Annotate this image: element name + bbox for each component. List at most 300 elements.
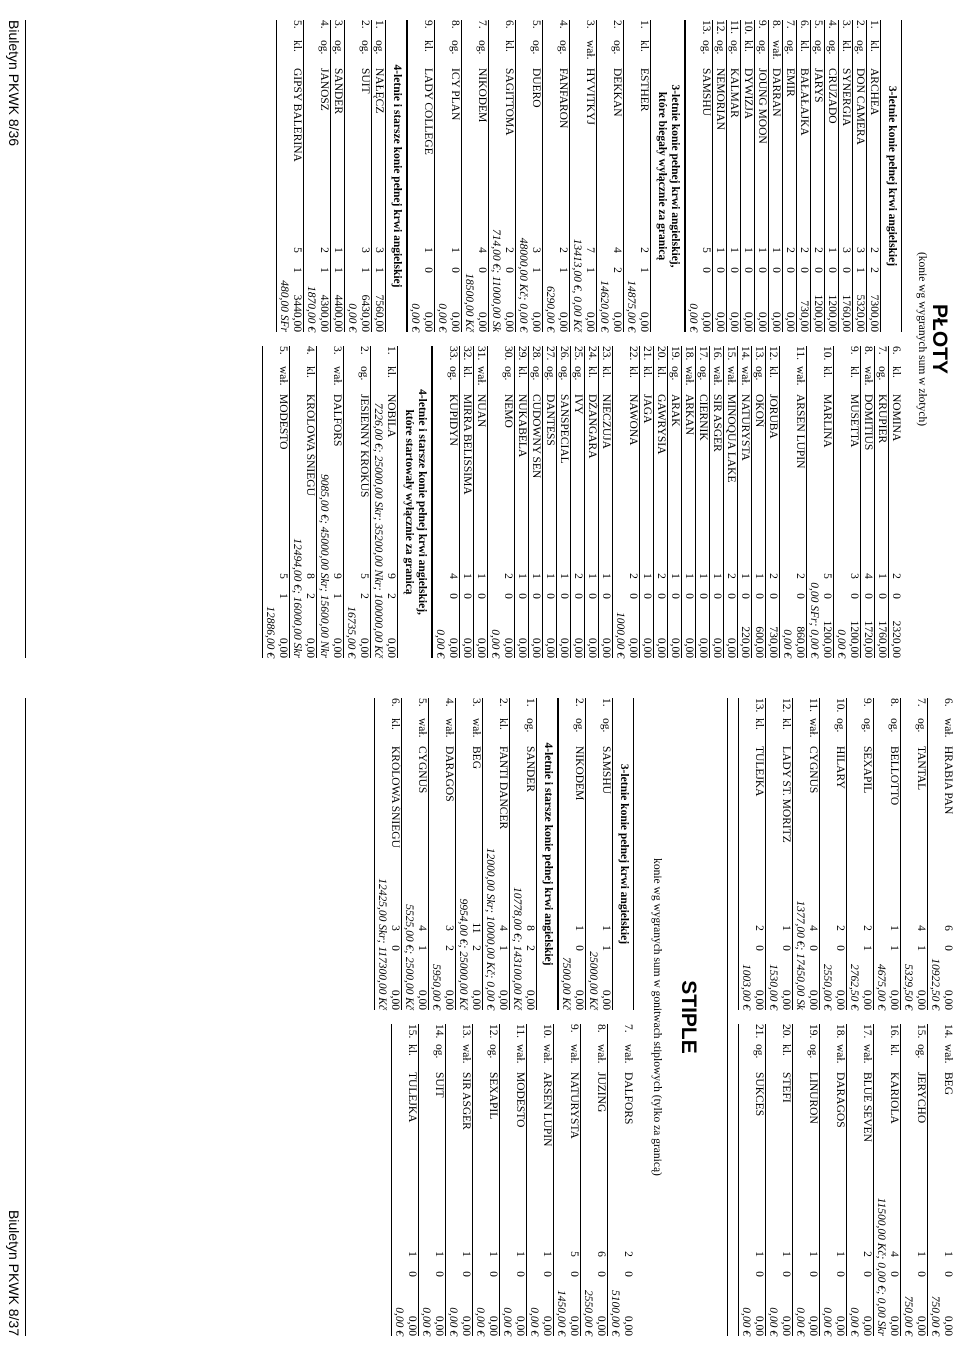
starts-count: 1	[915, 1251, 927, 1257]
horse-name: SUIT	[433, 1072, 445, 1098]
prize-amount: 0,00	[700, 311, 712, 332]
horse-sex: wał.	[739, 366, 751, 386]
foreign-winnings: 0,00 €	[833, 346, 847, 658]
horse-sex: wał.	[277, 366, 289, 386]
foreign-winnings: 1003,00 €	[738, 698, 752, 1010]
table-row	[860, 346, 874, 658]
row-number: 1.	[524, 698, 536, 707]
table-row	[459, 346, 473, 658]
row-number: 6.	[503, 20, 515, 29]
wins-count: 1	[373, 267, 385, 273]
foreign-winnings: 10922,50 €	[927, 698, 941, 1010]
table-row	[599, 698, 612, 1010]
table-row	[556, 346, 570, 658]
horse-sex: kl.	[600, 366, 612, 378]
starts-count: 2	[861, 925, 873, 931]
prize-amount: 0,00	[389, 989, 401, 1010]
horse-name: SAMSHU	[600, 746, 612, 794]
prize-amount: 0,00	[558, 637, 570, 658]
starts-count: 8	[524, 925, 536, 931]
horse-name: SAGITTOMA	[503, 68, 515, 136]
foreign-winnings: 7500,00 Kč	[558, 698, 572, 1010]
wins-count: 0	[422, 267, 434, 273]
row-number: 14.	[433, 1024, 445, 1039]
horse-sex: og.	[557, 40, 569, 55]
starts-count: 1	[756, 247, 768, 253]
table-row	[941, 1024, 954, 1336]
table-row	[833, 1024, 846, 1336]
page-footer: Biuletyn PKWK 8/37	[6, 698, 26, 1336]
horse-name: DUERO	[530, 68, 542, 108]
starts-count: 4	[447, 573, 459, 579]
horse-name: TULEJKA	[406, 1072, 418, 1123]
section-divider	[557, 698, 558, 1010]
prize-amount: 1200,00	[812, 294, 824, 332]
wins-count: 1	[332, 267, 344, 273]
wins-count: 0	[876, 593, 888, 599]
horse-name: BELLOTTO	[888, 746, 900, 806]
horse-name: ARAK	[669, 394, 681, 427]
foreign-winnings: 4675,00 €	[873, 698, 887, 1010]
prize-amount: 0,00	[942, 1315, 954, 1336]
prize-amount: 0,00	[714, 311, 726, 332]
table-row	[446, 346, 459, 658]
wins-count: 0	[655, 593, 667, 599]
wins-count: 0	[756, 267, 768, 273]
horse-sex: og.	[332, 40, 344, 55]
foreign-winnings: 0,00 €	[407, 20, 421, 332]
wins-count: 0	[544, 593, 556, 599]
section-divider	[650, 20, 651, 332]
table-row	[276, 346, 289, 658]
table-row	[941, 698, 954, 1010]
starts-count: 2	[502, 573, 514, 579]
foreign-winnings: 13413,00 €, 0,00 Kč	[569, 20, 583, 332]
wins-count: 0	[821, 593, 833, 599]
starts-count: 3	[443, 925, 455, 931]
horse-sex: kl.	[767, 366, 779, 378]
foreign-winnings: 12886,00 €	[262, 346, 276, 658]
wins-count: 0	[503, 267, 515, 273]
row-number: 14.	[739, 346, 751, 361]
horse-sex: og.	[573, 718, 585, 733]
horse-name: STEFI	[780, 1072, 792, 1103]
starts-count: 5	[291, 247, 303, 253]
foreign-winnings: 5950,00 €	[428, 698, 442, 1010]
horse-sex: og.	[753, 366, 765, 381]
horse-sex: og.	[611, 40, 623, 55]
horse-name: DANTESS	[544, 394, 556, 446]
horse-name: LADY COLLEGE	[422, 68, 434, 155]
page-stiple	[0, 678, 960, 1356]
wins-count: 0	[541, 1271, 553, 1277]
page-title: PŁOTY	[928, 303, 951, 374]
horse-sex: kl.	[586, 366, 598, 378]
row-number: 4.	[304, 346, 316, 355]
wins-count: 0	[812, 267, 824, 273]
row-number: 13.	[460, 1024, 472, 1039]
wins-count: 1	[318, 267, 330, 273]
prize-amount: 0,00	[784, 311, 796, 332]
horse-name: NAŁĘCZ	[373, 68, 385, 114]
wins-count: 0	[728, 267, 740, 273]
foreign-winnings: 0,00 €	[418, 1024, 432, 1336]
row-number: 3.	[840, 20, 852, 29]
row-number: 10.	[821, 346, 833, 361]
row-number: 15.	[725, 346, 737, 361]
prize-amount: 0,00	[888, 1315, 900, 1336]
row-number: 6.	[942, 698, 954, 707]
horse-sex: wał.	[683, 366, 695, 386]
starts-count: 1	[753, 573, 765, 579]
prize-amount: 0,00	[697, 637, 709, 658]
prize-amount: 0,00	[915, 989, 927, 1010]
horse-sex: wał.	[942, 718, 954, 738]
wins-count: 0	[586, 593, 598, 599]
starts-count: 2	[655, 573, 667, 579]
wins-count: 0	[641, 593, 653, 599]
horse-name: BEG	[942, 1072, 954, 1095]
horse-name: NAWONA	[627, 394, 639, 446]
horse-name: JUZING	[595, 1072, 607, 1113]
section-title: 3-letnie konie pełnej krwi angielskiej	[618, 763, 630, 945]
horse-name: DEKKAN	[611, 68, 623, 117]
table-row	[384, 346, 397, 658]
foreign-winnings: 12425,00 Skr; 117300,00 Kč	[374, 698, 388, 1010]
row-number: 29.	[516, 346, 528, 361]
prize-amount: 0,00	[503, 311, 515, 332]
prize-amount: 0,00	[807, 989, 819, 1010]
starts-count: 1	[780, 1251, 792, 1257]
horse-sex: og.	[728, 40, 740, 55]
horse-sex: kl.	[742, 40, 754, 52]
horse-name: ARCHEA	[868, 68, 880, 116]
table-row	[887, 1024, 900, 1336]
table-row	[421, 20, 434, 332]
wins-count: 1	[584, 267, 596, 273]
table-row	[779, 1024, 792, 1336]
row-number: 23.	[600, 346, 612, 361]
wins-count: 1	[291, 267, 303, 273]
starts-count: 5	[700, 247, 712, 253]
prize-amount: 7560,00	[373, 294, 385, 332]
row-number: 1.	[600, 698, 612, 707]
prize-amount: 4400,00	[332, 294, 344, 332]
horse-sex: kl.	[638, 40, 650, 52]
row-number: 2.	[497, 698, 509, 707]
prize-amount: 0,00	[475, 637, 487, 658]
wins-count: 0	[840, 267, 852, 273]
prize-amount: 0,00	[756, 311, 768, 332]
wins-count: 0	[739, 593, 751, 599]
foreign-winnings: 14875,00 €	[623, 20, 637, 332]
horse-name: FANTI DANCER	[497, 746, 509, 830]
prize-amount: 0,00	[834, 1315, 846, 1336]
page-subtitle: (konie wg wygranych sum w złotych)	[916, 251, 928, 427]
starts-count: 1	[834, 1251, 846, 1257]
prize-amount: 1760,00	[876, 620, 888, 658]
table-row	[598, 346, 612, 658]
starts-count: 1	[876, 573, 888, 579]
starts-count: 2	[572, 573, 584, 579]
table-row	[695, 346, 709, 658]
horse-sex: wał.	[568, 1044, 580, 1064]
starts-count: 1	[541, 1251, 553, 1257]
starts-count: 3	[359, 247, 371, 253]
wins-count: 1	[638, 267, 650, 273]
prize-amount: 2320,00	[890, 620, 902, 658]
prize-amount: 0,00	[807, 1315, 819, 1336]
prize-amount: 1760,00	[840, 294, 852, 332]
table-row	[752, 698, 765, 1010]
starts-count: 1	[422, 247, 434, 253]
table-row	[751, 346, 765, 658]
wins-count: 2	[868, 267, 880, 273]
starts-count: 2	[868, 247, 880, 253]
row-number: 11.	[514, 1024, 526, 1038]
table-row	[637, 20, 650, 332]
foreign-winnings: 25000,00 Kč	[585, 698, 599, 1010]
horse-name: NATURYSTA	[739, 394, 751, 461]
prize-amount: 0,00	[449, 311, 461, 332]
prize-amount: 0,00	[780, 989, 792, 1010]
horse-sex: og.	[359, 40, 371, 55]
horse-sex: og.	[558, 366, 570, 381]
starts-count: 3	[373, 247, 385, 253]
starts-count: 1	[460, 1251, 472, 1257]
starts-count: 1	[753, 1251, 765, 1257]
row-number: 12.	[487, 1024, 499, 1039]
row-number: 7.	[476, 20, 488, 29]
horse-sex: kl.	[389, 718, 401, 730]
horse-name: HILARY	[834, 746, 846, 789]
wins-count: 0	[770, 267, 782, 273]
starts-count: 1	[807, 1251, 819, 1257]
table-row	[475, 20, 488, 332]
horse-name: ICY PLAN	[449, 68, 461, 121]
starts-count: 2	[622, 1251, 634, 1257]
prize-amount: 0,00	[487, 1315, 499, 1336]
horse-name: NUKABELA	[516, 394, 528, 458]
table-row	[874, 346, 888, 658]
wins-count: 2	[611, 267, 623, 273]
wins-count: 1	[331, 593, 343, 599]
horse-sex: og.	[447, 366, 459, 381]
row-number: 8.	[770, 20, 782, 29]
horse-sex: wał.	[470, 718, 482, 738]
prize-amount: 0,00	[942, 989, 954, 1010]
prize-amount: 730,00	[798, 300, 810, 332]
horse-sex: kl.	[385, 366, 397, 378]
horse-name: TULEJKA	[753, 746, 765, 797]
section-divider	[633, 698, 634, 1010]
starts-count: 1	[332, 247, 344, 253]
wins-count: 0	[447, 593, 459, 599]
row-number: 11.	[807, 698, 819, 712]
starts-count: 2	[834, 925, 846, 931]
horse-name: MUSETTA	[848, 394, 860, 448]
horse-name: JARYS	[812, 68, 824, 103]
wins-count: 0	[742, 267, 754, 273]
prize-amount: 7300,00	[868, 294, 880, 332]
foreign-winnings: 750,00 €	[927, 1024, 941, 1336]
starts-count: 4	[611, 247, 623, 253]
horse-sex: og.	[697, 366, 709, 381]
starts-count: 1	[530, 573, 542, 579]
horse-name: JORUBA	[767, 394, 779, 439]
table-row	[473, 346, 487, 658]
table-row	[914, 1024, 927, 1336]
horse-name: GAWRYSIA	[655, 394, 667, 455]
table-row	[765, 346, 779, 658]
starts-count: 4	[807, 925, 819, 931]
horse-sex: og.	[358, 366, 370, 381]
row-number: 19.	[669, 346, 681, 361]
wins-count: 0	[807, 945, 819, 951]
wins-count: 0	[669, 593, 681, 599]
horse-name: EMIR	[784, 68, 796, 97]
page-title: STIPLE	[677, 980, 700, 1054]
horse-sex: og.	[784, 40, 796, 55]
prize-amount: 0,00	[888, 989, 900, 1010]
table-row	[594, 1024, 607, 1336]
table-row	[793, 346, 806, 658]
stiple-top-block	[374, 698, 960, 1336]
horse-name: MIRRA BELISSIMA	[461, 394, 473, 495]
horse-name: SUIT	[359, 68, 371, 94]
row-number: 15.	[406, 1024, 418, 1039]
table-row	[556, 20, 569, 332]
row-number: 17.	[861, 1024, 873, 1039]
horse-sex: og.	[530, 40, 542, 55]
table-row	[779, 698, 792, 1010]
horse-sex: og.	[433, 1044, 445, 1059]
prize-amount: 220,00	[739, 626, 751, 658]
wins-count: 0	[753, 1271, 765, 1277]
wins-count: 1	[416, 945, 428, 951]
foreign-winnings: 0,00 €	[685, 20, 699, 332]
row-number: 30.	[502, 346, 514, 361]
horse-sex: og.	[544, 366, 556, 381]
table-row	[847, 346, 860, 658]
table-row	[514, 346, 528, 658]
table-row	[752, 1024, 765, 1336]
wins-count: 0	[794, 593, 806, 599]
foreign-winnings: 5525,00 €; 2500,00 Kč	[401, 698, 415, 1010]
horse-sex: kl.	[840, 40, 852, 52]
foreign-winnings: 9954,00 €; 25000,00 Kč	[455, 698, 469, 1010]
horse-name: SUKCES	[753, 1072, 765, 1117]
horse-sex: kl.	[291, 40, 303, 52]
foreign-winnings: 1870,00 €	[303, 20, 317, 332]
table-row	[754, 20, 768, 332]
starts-count: 1	[669, 573, 681, 579]
foreign-winnings: 0,00 €	[487, 346, 501, 658]
wins-count: 1	[888, 945, 900, 951]
row-number: 19.	[807, 1024, 819, 1039]
prize-amount: 0,00	[422, 311, 434, 332]
section-divider	[684, 20, 685, 332]
prize-amount: 0,00	[544, 637, 556, 658]
horse-name: CYGNUS	[807, 746, 819, 794]
horse-name: SANDER	[332, 68, 344, 115]
starts-count: 8	[304, 573, 316, 579]
row-number: 31.	[475, 346, 487, 361]
prize-amount: 0,00	[725, 637, 737, 658]
table-row	[583, 20, 596, 332]
wins-count: 0	[780, 1271, 792, 1277]
horse-sex: og.	[876, 366, 888, 381]
prize-amount: 730,00	[767, 626, 779, 658]
table-row	[415, 698, 428, 1010]
starts-count: 2	[503, 247, 515, 253]
horse-name: CYGNUS	[416, 746, 428, 794]
horse-name: KRÓLOWA ŚNIEGU	[304, 394, 316, 496]
horse-sex: og.	[502, 366, 514, 381]
horse-sex: og.	[756, 40, 768, 55]
table-row	[529, 20, 542, 332]
prize-amount: 0,00	[460, 1315, 472, 1336]
horse-sex: wał.	[862, 366, 874, 386]
prize-amount: 0,00	[406, 1315, 418, 1336]
row-number: 1.	[373, 20, 385, 29]
row-number: 9.	[568, 1024, 580, 1033]
starts-count: 6	[942, 925, 954, 931]
starts-count: 1	[826, 247, 838, 253]
row-number: 26.	[558, 346, 570, 361]
prize-amount: 0,00	[611, 311, 623, 332]
table-row	[723, 346, 737, 658]
table-row	[542, 346, 556, 658]
table-row	[371, 20, 385, 332]
horse-name: OKOŃ	[753, 394, 765, 428]
foreign-winnings: 0,00 €	[434, 20, 448, 332]
horse-sex: og.	[530, 366, 542, 381]
starts-count: 2	[753, 925, 765, 931]
horse-name: NIECZUJA	[600, 394, 612, 449]
prize-amount: 600,00	[753, 626, 765, 658]
horse-name: IVY	[572, 394, 584, 415]
horse-sex: og.	[812, 40, 824, 55]
horse-name: TANTAL	[915, 746, 927, 791]
starts-count: 9	[385, 573, 397, 579]
row-number: 9.	[756, 20, 768, 29]
horse-name: DŻANGARA	[586, 394, 598, 459]
wins-count: 0	[834, 945, 846, 951]
wins-count: 0	[573, 945, 585, 951]
foreign-winnings: 480,00 SFr	[276, 20, 290, 332]
wins-count: 0	[683, 593, 695, 599]
prize-amount: 0,00	[753, 989, 765, 1010]
row-number: 13.	[753, 698, 765, 713]
table-row	[459, 1024, 472, 1336]
horse-name: DARAGOS	[443, 746, 455, 802]
wins-count: 2	[443, 945, 455, 951]
prize-amount: 0,00	[638, 311, 650, 332]
row-number: 10.	[834, 698, 846, 713]
table-row	[442, 698, 455, 1010]
row-number: 8.	[595, 1024, 607, 1033]
table-row	[357, 346, 370, 658]
wins-count: 0	[449, 267, 461, 273]
row-number: 12.	[780, 698, 792, 713]
wins-count: 0	[711, 593, 723, 599]
section-divider	[431, 346, 432, 658]
horse-sex: kl.	[868, 40, 880, 52]
starts-count: 2	[767, 573, 779, 579]
starts-count: 1	[780, 925, 792, 931]
prize-amount: 0,00	[915, 1315, 927, 1336]
